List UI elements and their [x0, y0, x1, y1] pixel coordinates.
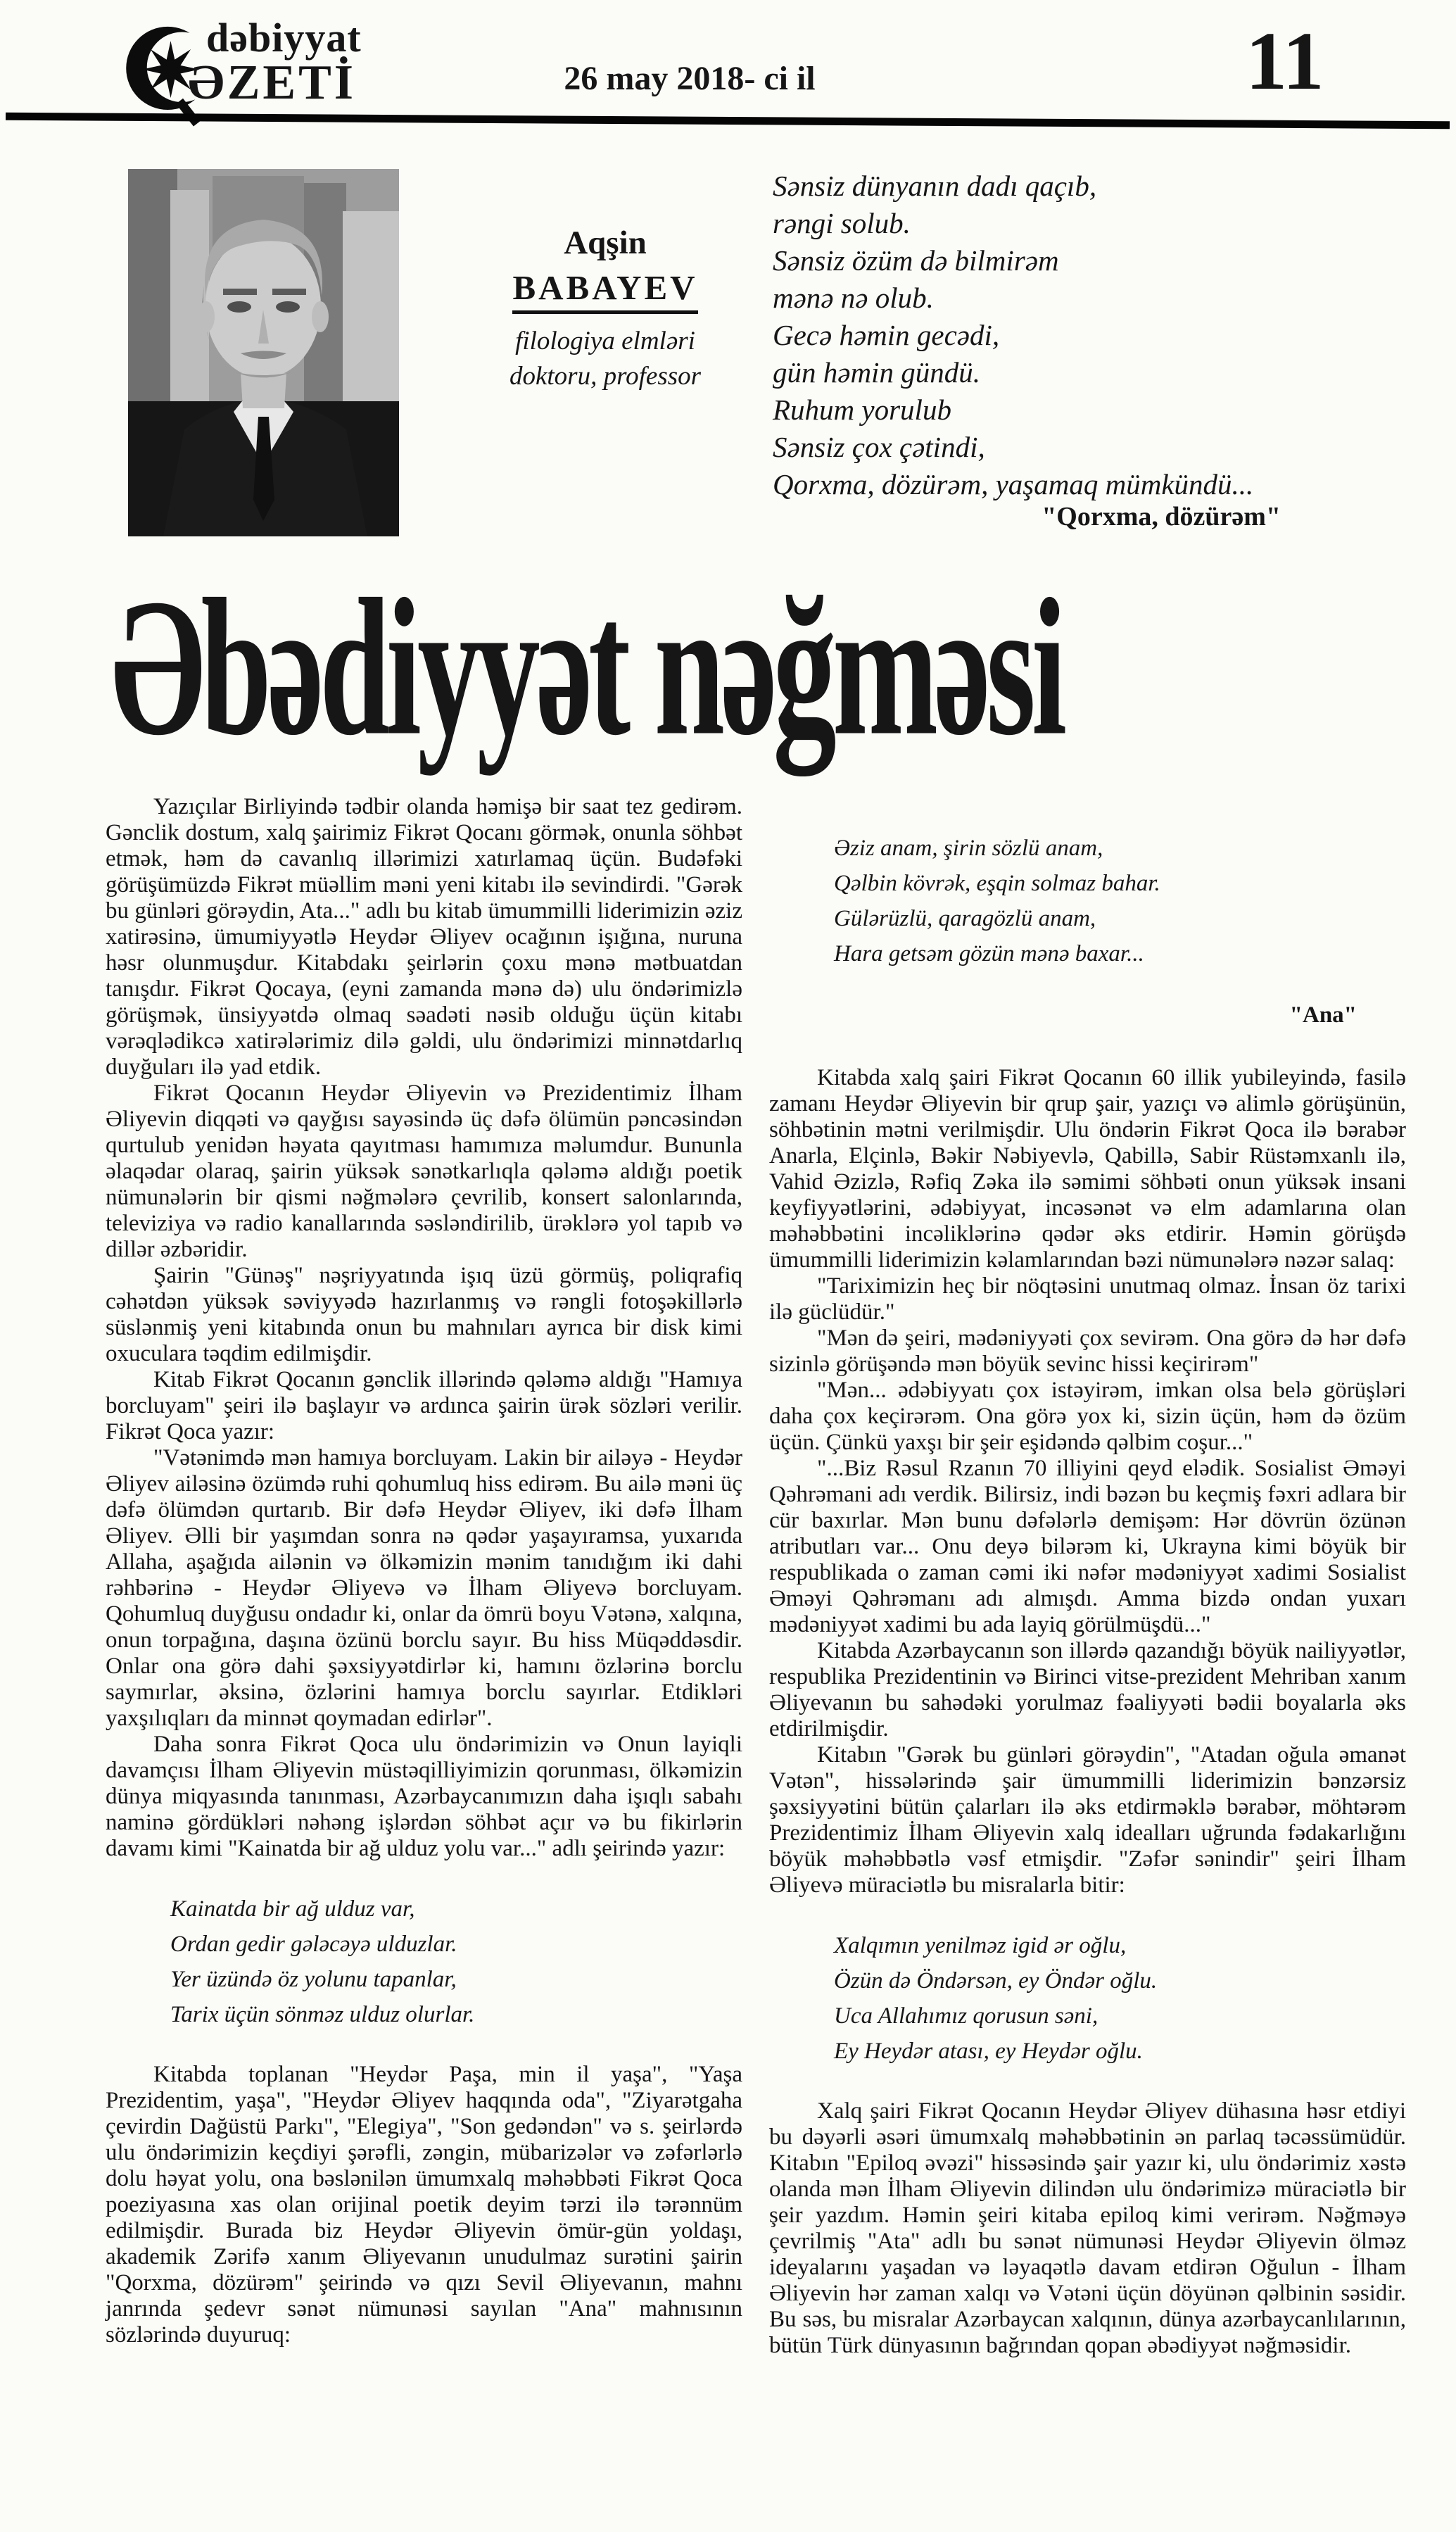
poem-line: Yer üzündə öz yolunu tapanlar, — [170, 1967, 457, 1992]
paragraph: "Vətənimdə mən hamıya borcluyam. Lakin bir ailəyə - Heydər Əliyev ailəsinə özümdə ruhi qohumluq hiss edirəm. Bu ailə məni üç dəfə ölümdən qurtarıb. Bir dəfə Heydər Əliyev, iki dəfə İlham Əliyev. Əlli bir yaşımdan sonra nə qədər yaşayıramsa, yuxarıda Allaha, aşağıda ailənin və ölkəmizin mənim tanıdığım iki dahi rəhbərinə - Heydər Əliyevə və İlham Əliyevə borcluyam. Qohumluq duyğusu ondadır ki, onlar da ömrü boyu Vətənə, xalqına, onun torpağına, daşına özünü borclu sayır. Bu hiss Müqəddəsdir. Onlar ona görə dahi şəxsiyyətdirlər ki, hamını özlərinə borclu saymırlar, əksinə, özlərini hamıya borclu sayırlar. Etdikləri yaxşılıqları da minnət qoymadan edirlər". — [106, 1445, 742, 1731]
poem-line: Qorxma, dözürəm, yaşamaq mümkündü... — [773, 468, 1254, 500]
poem-line: Özün də Öndərsən, ey Öndər oğlu. — [834, 1968, 1158, 1994]
paragraph: "Mən də şeiri, mədəniyyəti çox sevirəm. Ona görə də hər dəfə sizinlə görüşəndə mən böyük sevinc hissi keçirirəm" — [769, 1325, 1406, 1377]
poem-line: Ruhum yorulub — [773, 393, 951, 426]
epigraph-attribution: "Qorxma, dözürəm" — [1042, 502, 1281, 531]
author-last-name: BABAYEV — [512, 267, 697, 314]
poem-ana-attribution: "Ana" — [1289, 1002, 1357, 1028]
author-role-line1: filologiya elmləri — [515, 327, 695, 355]
paragraph: "Tariximizin heç bir nöqtəsini unutmaq olmaz. İnsan öz tarixi ilə güclüdür." — [769, 1273, 1406, 1325]
newspaper-logo — [123, 13, 426, 125]
paragraph: "...Biz Rəsul Rzanın 70 illiyini qeyd elədik. Sosialist Əməyi Qəhrəmani adı verdik. Bilirsiz, indi bəzən bu keçmiş fəxri adlara bir cür baxırlar. Mən bunu dəfələrlə demişəm: Hər dövrün özünən atributları var... Onu deyə bilərəm ki, Ukrayna kimi böyük bir respublikada o zaman cəmi iki nəfər mədəniyyət xadimi Sosialist Əməyi Qəhrəmanı adı almışdı. Amma bizdə ondan yuxarı mədəniyyət xadimi bu ada layiq görülmüşdü..." — [769, 1456, 1406, 1637]
paragraph: Daha sonra Fikrət Qoca ulu öndərimizin və Onun layiqli davamçısı İlham Əliyevin müstəqilliyimizin qorunması, ölkəmizin dünya miqyasında tanınması, Azərbaycanımızın daha işıqlı sabahı naminə gördükləri nəhəng işlərdən söhbət açır və bu fikirlərin davamı kimi "Kainatda bir ağ ulduz yolu var..." adlı şeirində yazır: — [106, 1732, 742, 1861]
poem-line: Hara getsəm gözün mənə baxar... — [834, 941, 1144, 966]
paragraph: Fikrət Qocanın Heydər Əliyevin və Prezidentimiz İlham Əliyevin diqqəti və qayğısı sayəsində üç dəfə ölümün pəncəsindən qurtulub yenidən həyata qayıtması hamımıza məlumdur. Bununla əlaqədar olaraq, şairin yüksək sənətkarlıqla qələmə aldığı poetik nümunələrin bir qismi nəğmələrə çevrilib, konsert salonlarında, televiziya və radio kanallarında səsləndirilib, ürəklərə yol tapıb və dillər əzbəridir. — [106, 1081, 742, 1262]
poem-line: Əziz anam, şirin sözlü anam, — [834, 836, 1103, 861]
author-portrait-photo — [128, 169, 399, 536]
masthead-rule — [6, 113, 1450, 130]
poem-line: Xalqımın yenilməz igid ər oğlu, — [834, 1933, 1127, 1958]
poem-line: Uca Allahımız qorusun səni, — [834, 2003, 1099, 2029]
paragraph: Kitabda toplanan "Heydər Paşa, min il yaşa", "Yaşa Prezidentim, yaşa", "Heydər Əliyev haqqında oda", "Ziyarətgaha çevirdin Dağüstü Parkı", "Elegiya", "Son gedəndən" və s. şeirlərdə ulu öndərimizin keçdiyi şərəfli, zəngin, mübarizələr və zəfərlərlə dolu həyat yolu, ona bəslənilən ümumxalq məhəbbəti Fikrət Qoca poeziyasına xas olan orijinal poetik deyim tərzi ilə tərənnüm edilmişdir. Burada biz Heydər Əliyevin ömür-gün yoldaşı, akademik Zərifə xanım Əliyevanın unudulmaz surətini şairin "Qorxma, dözürəm" şeirində və qızı Sevil Əliyevanın, mahnı janrında şedevr sənət nümunəsi sayılan "Ana" mahnısının sözlərində duyuruq: — [106, 2062, 742, 2348]
paragraph: Kitabın "Gərək bu günləri görəydin", "Atadan oğula əmanət Vətən", hissələrində şair ümummilli liderimizin bənzərsiz şəxsiyyətini bütün çalarları ilə əks etdirməklə bərabər, möhtərəm Prezidentimiz İlham Əliyevin xalq idealları uğrunda fədakarlığını böyük məhəbbətlə vəsf etmişdir. "Zəfər sənindir" şeiri İlham Əliyevə müraciətlə bu misralarla bitir: — [769, 1742, 1406, 1898]
paragraph: Kitabda xalq şairi Fikrət Qocanın 60 illik yubileyində, fasilə zamanı Heydər Əliyevin bir qrup şair, yazıçı və alimlə görüşünün, söhbətinin mətni verilmişdir. Ulu öndərin Fikrət Qoca ilə bərabər Anarla, Elçinlə, Bəkir Nəbiyevlə, Qabillə, Sabir Rüstəmxanlı ilə, Vahid Əzizlə, Rəfiq Zəka ilə səmimi söhbəti onun yüksək insani keyfiyyətlərini, ədəbiyyat, incəsənət və elm adamlarına olan məhəbbətini incəliklərinə qədər əks etdirir. Həmin görüşdə ümummilli liderimizin kəlamlarından bəzi nümunələrə nəzər salaq: — [769, 1065, 1406, 1273]
left-column — [106, 794, 742, 2359]
logo-word-adabiyyat: dəbiyyat — [206, 15, 362, 61]
poem-line: Gecə həmin gecədi, — [773, 319, 1000, 351]
paragraph: Şairin "Günəş" nəşriyyatında işıq üzü görmüş, poliqrafiq cəhətdən yüksək səviyyədə hazırlanmış və rəngli fotoşəkillərlə süslənmiş yeni kitabında onun bu mahnıları ayrıca bir disk kimi oxuculara təqdim edilmişdir. — [106, 1263, 742, 1366]
poem-line: Kainatda bir ağ ulduz var, — [170, 1896, 415, 1922]
poem-line: Qəlbin kövrək, eşqin solmaz bahar. — [834, 871, 1160, 896]
epigraph-poem — [773, 168, 1392, 503]
author-first-name: Aqşin — [564, 225, 647, 261]
inline-poem-kainatda — [170, 1891, 742, 2032]
paragraph: Kitab Fikrət Qocanın gənclik illərində qələmə aldığı "Hamıya borcluyam" şeiri ilə başlayır və ardınca şairin ürək sözləri verilir. Fikrət Qoca yazır: — [106, 1367, 742, 1444]
poem-line: mənə nə olub. — [773, 282, 934, 314]
author-block — [436, 224, 774, 394]
poem-line: rəngi solub. — [773, 207, 911, 239]
right-column — [769, 794, 1406, 2359]
author-role-line2: doktoru, professor — [509, 361, 702, 391]
paragraph: Yazıçılar Birliyində tədbir olanda həmişə bir saat tez gedirəm. Gənclik dostum, xalq şairimiz Fikrət Qocanı görmək, onunla söhbət etmək, həm də cavanlıq illərimizi xatırlamaq üçün. Budəfəki görüşümüzdə Fikrət müəllim məni yeni kitabı ilə sevindirdi. "Gərək bu günləri görəydin, Ata..." adlı bu kitab ümummilli liderimizin əziz xatirəsinə, ümumiyyətlə Heydər Əliyev ocağının işığına, nuruna həsr olunmuşdur. Kitabdakı şeirlərin çoxu mənə mətbuatdan tanışdır. Fikrət Qocaya, (eyni zamanda mənə də) ulu öndərimizlə görüşmək, ünsiyyətdə olmaq səadəti nəsib olduğu üçün kitabı vərəqlədikcə xatirələrimiz dilə gəldi, ulu öndərimizi minnətdarlıq duyğuları ilə yad etdik. — [106, 794, 742, 1080]
inline-poem-ana — [834, 831, 1406, 971]
poem-line: Sənsiz özüm də bilmirəm — [773, 244, 1059, 277]
poem-line: Ordan gedir gələcəyə ulduzlar. — [170, 1932, 457, 1957]
article-headline: Əbədiyyət nəğməsi — [111, 559, 1063, 776]
poem-line: Sənsiz çox çətindi, — [773, 431, 985, 463]
poem-line: Tarix üçün sönməz ulduz olurlar. — [170, 2002, 475, 2027]
paragraph: Xalq şairi Fikrət Qocanın Heydər Əliyev dühasına həsr etdiyi bu dəyərli əsəri ümumxalq məhəbbətinin ən parlaq təcəssümüdür. Kitabın "Epiloq əvəzi" hissəsində şair yazır ki, ulu öndərimiz xəstə olanda mən İlham Əliyevin dilindən ulu öndərimizə müraciətlə bir şeir yazdım. Həmin şeiri kitaba epiloq kimi verirəm. Nəğməyə çevrilmiş "Ata" adlı bu sənət nümunəsi Heydər Əliyevin ölməz ideyalarını yaşadan və ləyaqətlə davam etdirən Oğulun - İlham Əliyevin hər zaman xalqı və Vətəni üçün döyünən qəlbinin səsidir. Bu səs, bu misralar Azərbaycan xalqının, dünya azərbaycanlılarının, bütün Türk dünyasının bağrından qopan əbədiyyət nəğməsidir. — [769, 2098, 1406, 2358]
issue-date: 26 may 2018- ci il — [564, 60, 816, 97]
poem-line: Ey Heydər atası, ey Heydər oğlu. — [834, 2039, 1143, 2064]
page-number: 11 — [1246, 15, 1324, 107]
article-body — [106, 794, 1406, 2359]
poem-line: Sənsiz dünyanın dadı qaçıb, — [773, 170, 1097, 202]
paragraph: Kitabda Azərbaycanın son illərdə qazandığı böyük nailiyyətlər, respublika Prezidentinin və Birinci vitse-prezident Mehriban xanım Əliyevanın bu sahədəki yorulmaz fəaliyyəti bədii boyalarla əks etdirilmişdir. — [769, 1638, 1406, 1741]
logo-word-qazeti: ƏZETİ — [188, 56, 357, 110]
inline-poem-zafar — [834, 1928, 1406, 2069]
poem-line: gün həmin gündü. — [773, 356, 980, 389]
poem-line: Gülərüzlü, qaragözlü anam, — [834, 906, 1096, 931]
paragraph: "Mən... ədəbiyyatı çox istəyirəm, imkan olsa belə görüşləri daha çox keçirərəm. Ona görə yox ki, sizin üçün, həm də özüm üçün. Çünkü yaxşı bir şeir eşidəndə qəlbim coşur..." — [769, 1378, 1406, 1455]
